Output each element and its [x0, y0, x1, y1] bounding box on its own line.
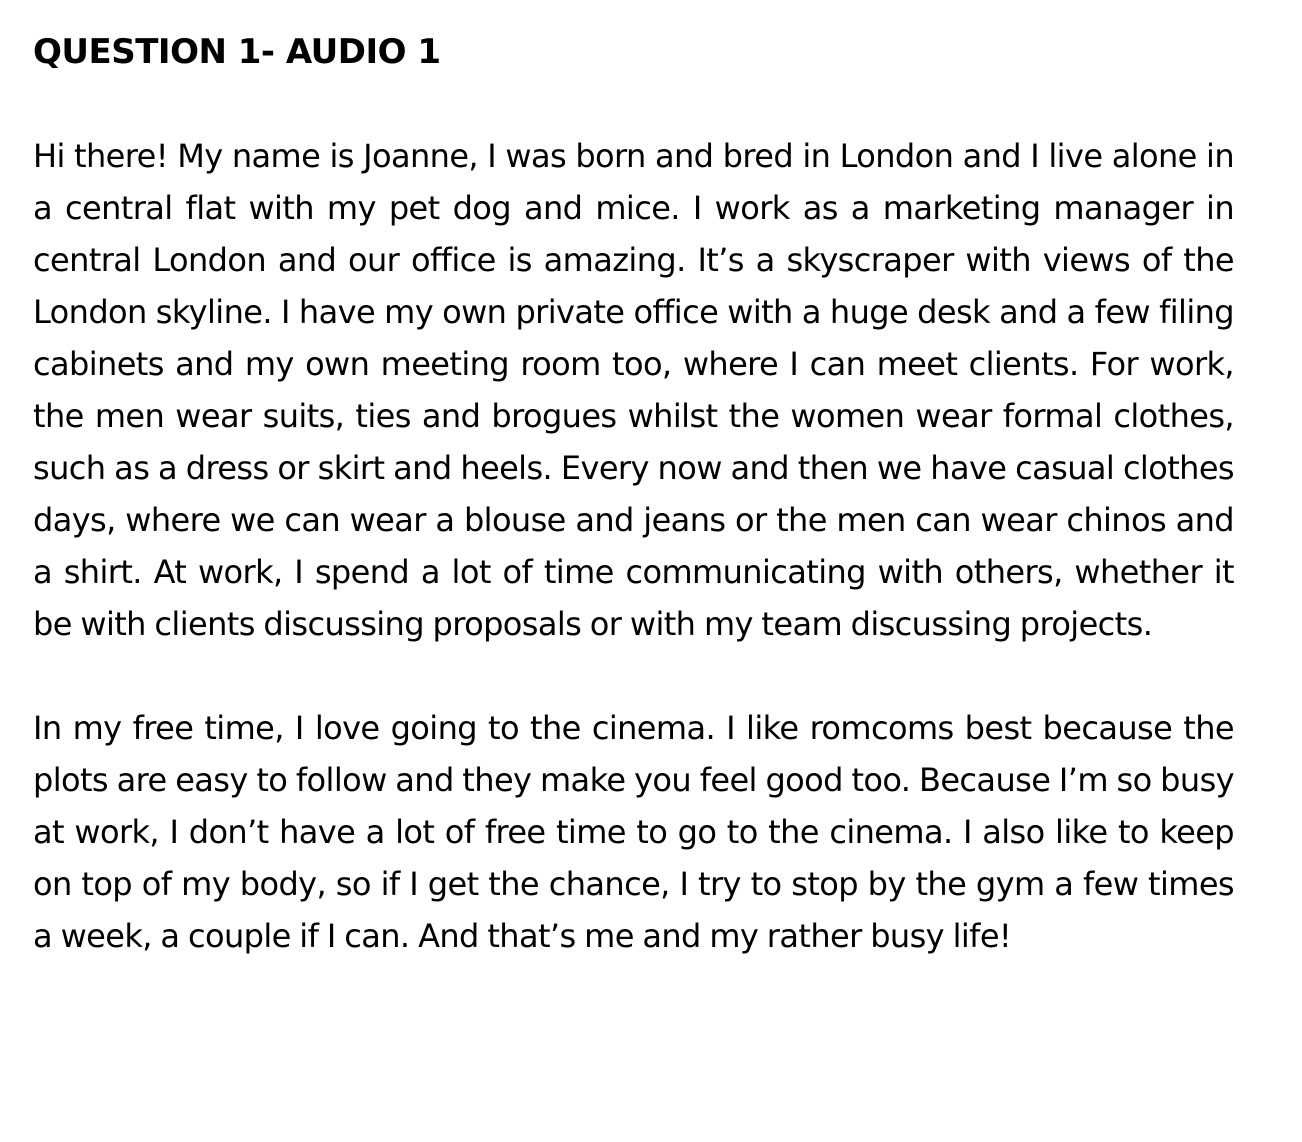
paragraph-work-life: Hi there! My name is Joanne, I was born and bred in London and I live alone in a central flat with my pet dog and mice. I work as a marketing manager in central London and our office is amazing. It’s a skyscraper with views of the London skyline. I have my own private office with a huge desk and a few filing cabinets and my own meeting room too, where I can meet clients. For work, the men wear suits, ties and brogues whilst the women wear formal clothes, such as a dress or skirt and heels. Every now and then we have casual clothes days, where we can wear a blouse and jeans or the men can wear chinos and a shirt. At work, I spend a lot of time communicating with others, whether it be with clients discussing proposals or with my team discussing projects.	[33, 137, 1234, 643]
paragraph-free-time: In my free time, I love going to the cinema. I like romcoms best because the plots are easy to follow and they make you feel good too. Because I’m so busy at work, I don’t have a lot of free time to go to the cinema. I also like to keep on top of my body, so if I get the chance, I try to stop by the gym a few times a week, a couple if I can. And that’s me and my rather busy life!	[33, 709, 1234, 955]
document-title: QUESTION 1- AUDIO 1	[33, 32, 441, 72]
